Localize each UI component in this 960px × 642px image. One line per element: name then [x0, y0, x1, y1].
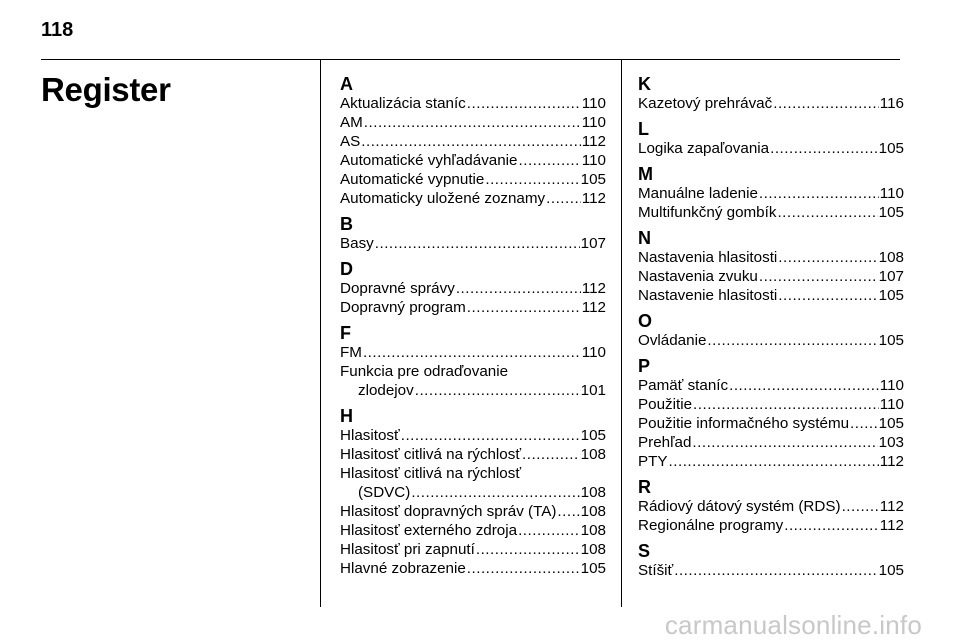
index-entry — [638, 203, 904, 222]
index-entry — [340, 94, 606, 113]
index-term: Nastavenia zvuku — [638, 268, 758, 285]
index-term: Nastavenia hlasitosti — [638, 249, 778, 266]
index-entry — [638, 433, 904, 452]
page-ref: 105 — [878, 287, 904, 304]
dot-leader — [777, 203, 877, 222]
page-ref: 112 — [879, 453, 904, 470]
index-group — [638, 477, 904, 535]
index-column-2 — [638, 74, 904, 586]
index-entry — [638, 267, 904, 286]
index-group — [638, 164, 904, 222]
dot-leader — [729, 376, 879, 395]
dot-leader — [485, 170, 579, 189]
page-ref: 116 — [879, 95, 904, 112]
index-term: Multifunkčný gombík — [638, 204, 777, 221]
index-term: Hlasitosť pri zapnutí — [340, 541, 475, 558]
page-ref: 101 — [580, 382, 606, 399]
dot-leader — [467, 298, 581, 317]
index-term: Logika zapaľovania — [638, 140, 770, 157]
page-ref: 112 — [581, 280, 606, 297]
index-group — [340, 259, 606, 317]
index-term: Hlasitosť citlivá na rýchlosť — [340, 446, 522, 463]
index-entry — [340, 426, 606, 445]
index-term: FM — [340, 344, 362, 361]
index-term: Hlasitosť externého zdroja — [340, 522, 518, 539]
page-ref: 105 — [580, 171, 606, 188]
dot-leader — [674, 561, 877, 580]
index-entry — [340, 151, 606, 170]
index-entry — [340, 170, 606, 189]
index-term: Stíšiť — [638, 562, 674, 579]
group-letter: D — [340, 259, 353, 279]
group-letter: R — [638, 477, 651, 497]
column-divider-right — [621, 60, 622, 607]
dot-leader — [707, 331, 877, 350]
index-group — [638, 74, 904, 113]
page-ref: 105 — [878, 204, 904, 221]
index-entry — [340, 279, 606, 298]
page-ref: 110 — [879, 396, 904, 413]
dot-leader — [759, 267, 878, 286]
index-term: Automatické vypnutie — [340, 171, 485, 188]
dot-leader — [692, 433, 877, 452]
group-letter: O — [638, 311, 653, 331]
dot-leader — [467, 94, 581, 113]
index-term-continuation: (SDVC) — [358, 484, 411, 501]
dot-leader — [401, 426, 580, 445]
index-column-1 — [340, 74, 606, 584]
page-ref: 105 — [878, 562, 904, 579]
dot-leader — [784, 516, 879, 535]
dot-leader — [467, 559, 580, 578]
index-entry — [638, 94, 904, 113]
index-group — [340, 74, 606, 208]
index-entry — [638, 286, 904, 305]
page-ref: 107 — [878, 268, 904, 285]
index-term: Použitie — [638, 396, 693, 413]
index-term: Funkcia pre odraďovanie — [340, 363, 509, 380]
index-entry — [340, 298, 606, 317]
group-letter: H — [340, 406, 353, 426]
dot-leader — [415, 381, 580, 400]
index-entry — [638, 561, 904, 580]
index-entry — [340, 113, 606, 132]
index-term: PTY — [638, 453, 668, 470]
page-ref: 112 — [581, 299, 606, 316]
index-group — [340, 214, 606, 253]
dot-leader — [850, 414, 878, 433]
page-ref: 112 — [581, 190, 606, 207]
index-entry-term-line — [340, 362, 606, 381]
index-term-continuation: zlodejov — [358, 382, 414, 399]
page-ref: 108 — [580, 484, 606, 501]
index-entry — [340, 502, 606, 521]
page-ref: 110 — [581, 114, 606, 131]
index-term: Dopravný program — [340, 299, 466, 316]
index-term: Pamäť staníc — [638, 377, 729, 394]
page-ref: 105 — [878, 415, 904, 432]
group-letter: M — [638, 164, 653, 184]
group-letter: A — [340, 74, 353, 94]
group-letter: K — [638, 74, 651, 94]
page-ref: 112 — [879, 498, 904, 515]
index-term: Prehľad — [638, 434, 692, 451]
group-letter: L — [638, 119, 649, 139]
page-ref: 112 — [879, 517, 904, 534]
index-term: Hlavné zobrazenie — [340, 560, 466, 577]
index-term: Regionálne programy — [638, 517, 784, 534]
dot-leader — [669, 452, 879, 471]
index-group — [638, 356, 904, 471]
page-ref: 108 — [580, 503, 606, 520]
index-term: Aktualizácia staníc — [340, 95, 466, 112]
index-term: Manuálne ladenie — [638, 185, 758, 202]
page-ref: 110 — [581, 152, 606, 169]
dot-leader — [519, 151, 581, 170]
index-term: Nastavenie hlasitosti — [638, 287, 778, 304]
index-term: Automaticky uložené zoznamy — [340, 190, 546, 207]
dot-leader — [546, 189, 581, 208]
group-letter: B — [340, 214, 353, 234]
index-term: Ovládanie — [638, 332, 707, 349]
index-entry — [638, 452, 904, 471]
dot-leader — [693, 395, 879, 414]
index-entry — [340, 343, 606, 362]
page-ref: 108 — [580, 446, 606, 463]
page-ref: 110 — [879, 185, 904, 202]
header-rule — [41, 59, 900, 60]
index-entry — [340, 234, 606, 253]
index-entry-term-line — [340, 464, 606, 483]
index-term: Basy — [340, 235, 374, 252]
index-group — [638, 119, 904, 158]
page-ref: 110 — [581, 344, 606, 361]
index-group — [340, 323, 606, 400]
dot-leader — [375, 234, 580, 253]
index-term: Dopravné správy — [340, 280, 455, 297]
dot-leader — [411, 483, 579, 502]
index-term: AS — [340, 133, 361, 150]
group-letter: N — [638, 228, 651, 248]
dot-leader — [778, 286, 877, 305]
index-entry — [340, 132, 606, 151]
dot-leader — [364, 113, 581, 132]
index-entry — [340, 521, 606, 540]
dot-leader — [773, 94, 879, 113]
index-entry — [638, 248, 904, 267]
dot-leader — [522, 445, 580, 464]
index-term: Hlasitosť dopravných správ (TA) — [340, 503, 557, 520]
column-divider-left — [320, 60, 321, 607]
index-term: AM — [340, 114, 363, 131]
dot-leader — [476, 540, 580, 559]
dot-leader — [456, 279, 581, 298]
index-entry — [340, 559, 606, 578]
group-letter: S — [638, 541, 651, 561]
dot-leader — [770, 139, 878, 158]
index-entry — [638, 395, 904, 414]
index-entry — [638, 331, 904, 350]
section-title: Register — [41, 71, 171, 108]
dot-leader — [557, 502, 579, 521]
index-entry — [638, 414, 904, 433]
watermark: carmanualsonline.info — [664, 610, 922, 640]
dot-leader — [361, 132, 581, 151]
index-entry — [638, 139, 904, 158]
dot-leader — [842, 497, 879, 516]
dot-leader — [363, 343, 581, 362]
index-term: Kazetový prehrávač — [638, 95, 773, 112]
page-number: 118 — [41, 19, 74, 41]
index-group — [638, 541, 904, 580]
page-ref: 108 — [580, 541, 606, 558]
page-ref: 105 — [580, 427, 606, 444]
page-ref: 105 — [878, 332, 904, 349]
page-ref: 110 — [581, 95, 606, 112]
index-entry — [340, 540, 606, 559]
index-entry — [638, 497, 904, 516]
index-term: Použitie informačného systému — [638, 415, 850, 432]
page-ref: 108 — [878, 249, 904, 266]
page-ref: 108 — [580, 522, 606, 539]
page-ref: 105 — [878, 140, 904, 157]
index-entry — [340, 483, 606, 502]
dot-leader — [778, 248, 877, 267]
index-term: Rádiový dátový systém (RDS) — [638, 498, 841, 515]
index-group — [638, 228, 904, 305]
index-term: Automatické vyhľadávanie — [340, 152, 518, 169]
page-ref: 105 — [580, 560, 606, 577]
index-group — [638, 311, 904, 350]
group-letter: F — [340, 323, 351, 343]
page-ref: 110 — [879, 377, 904, 394]
index-entry — [340, 381, 606, 400]
page-ref: 107 — [580, 235, 606, 252]
index-entry — [340, 445, 606, 464]
dot-leader — [518, 521, 580, 540]
index-group — [340, 406, 606, 578]
index-entry — [638, 376, 904, 395]
page-ref: 112 — [581, 133, 606, 150]
index-entry — [638, 516, 904, 535]
index-entry — [340, 189, 606, 208]
page-ref: 103 — [878, 434, 904, 451]
group-letter: P — [638, 356, 651, 376]
index-entry — [638, 184, 904, 203]
dot-leader — [759, 184, 879, 203]
index-term: Hlasitosť — [340, 427, 400, 444]
index-term: Hlasitosť citlivá na rýchlosť — [340, 465, 522, 482]
